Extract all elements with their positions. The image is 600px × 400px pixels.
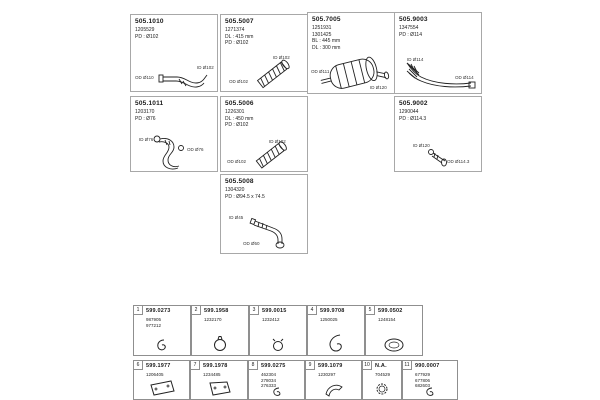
part-number: 1203170 [135, 109, 155, 116]
part-panel-505-5006 [220, 96, 308, 172]
cell-part-number: 987905 [146, 317, 162, 322]
bracket-plate-icon [147, 379, 177, 397]
part-panel-505-7005 [307, 12, 395, 94]
ring-clamp-icon [210, 335, 230, 353]
dim-label: OD Ø110 [135, 75, 154, 80]
part-panel-505-1010 [130, 14, 218, 92]
oval-gasket-icon [381, 337, 407, 353]
part-code: 505.9003 [399, 16, 428, 23]
cell-number: 5 [366, 306, 375, 315]
cell-part-number: 462304 [261, 372, 277, 377]
part-dim: PD : Ø102 [225, 122, 249, 129]
part-dim: PD : Ø114 [399, 31, 422, 38]
dim-label: ID Ø102 [269, 139, 286, 144]
curved-strap-icon [322, 381, 346, 397]
part-number: 1301425 [312, 31, 332, 38]
cell-number: 11 [403, 361, 412, 370]
cell-number: 1 [134, 306, 143, 315]
cell-part-number: 677806 [415, 377, 431, 383]
part-dim: DL : 300 mm [312, 44, 341, 51]
part-code: 505.5008 [225, 178, 254, 185]
flex-pipe-drawing [249, 57, 299, 91]
accessory-cell-4 [307, 305, 365, 356]
part-dim: DL : 450 mm [225, 115, 254, 122]
accessory-cell-7 [190, 360, 248, 400]
bolt-clamp-icon [269, 337, 287, 353]
part-code: 505.7005 [312, 16, 341, 23]
part-dim: DL : 415 mm [225, 33, 254, 40]
dim-label: ID Ø120 [413, 143, 430, 148]
part-number: 1226301 [225, 109, 245, 116]
cell-ref: 599.1978 [203, 363, 228, 369]
cell-part-number: 1234485 [203, 372, 221, 377]
cell-part-number: 704529 [375, 372, 391, 377]
cell-ref: 990.0007 [415, 363, 440, 369]
accessory-cell-11 [402, 360, 458, 400]
dim-label: OD Ø114 [455, 75, 474, 80]
cell-ref: 599.0502 [378, 308, 403, 314]
cell-number: 8 [249, 361, 258, 370]
dim-label: ID Ø102 [273, 55, 290, 60]
long-bent-pipe-drawing [401, 57, 479, 91]
cell-number: 4 [308, 306, 317, 315]
accessory-cell-3 [249, 305, 307, 356]
cell-number: 2 [192, 306, 201, 315]
accessory-cell-9 [305, 360, 362, 400]
part-number: 1304320 [225, 187, 245, 194]
dim-label: ID Ø102 [197, 65, 214, 70]
cell-part-number: 1230297 [318, 372, 336, 377]
cell-number: 10 [363, 361, 372, 370]
accessory-cell-1 [133, 305, 191, 356]
cell-part-number: 682603 [415, 383, 431, 389]
part-code: 505.5007 [225, 18, 254, 25]
part-number: 1251931 [312, 25, 332, 32]
part-number: 1205529 [135, 27, 155, 34]
part-dim: PD : Ø94.5 x 74.5 [225, 193, 265, 200]
cell-part-number: 977212 [146, 322, 162, 328]
cell-number: 7 [191, 361, 200, 370]
dim-label: OD Ø111 [311, 69, 330, 74]
part-code: 505.5006 [225, 100, 254, 107]
cell-part-number: 1248154 [378, 317, 396, 322]
part-panel-505-9002 [394, 96, 482, 172]
cell-ref: 599.1079 [318, 363, 343, 369]
cell-number: 6 [134, 361, 143, 370]
part-code: 505.1011 [135, 100, 164, 107]
part-dim: PD : Ø76 [135, 115, 156, 122]
part-code: 505.9002 [399, 100, 428, 107]
serrated-ring-icon [373, 381, 391, 397]
cell-part-number: 677929 [415, 372, 431, 377]
dim-label: ID Ø76 [139, 137, 154, 142]
part-number: 1271374 [225, 27, 245, 34]
cell-part-number: 276333 [261, 383, 277, 389]
cell-part-number: 278034 [261, 377, 277, 383]
cell-number: 3 [250, 306, 259, 315]
accessory-cell-6 [133, 360, 190, 400]
part-panel-505-9003 [394, 12, 482, 94]
part-number: 1290044 [399, 109, 419, 116]
cell-ref: N.A. [375, 363, 387, 369]
cell-number: 9 [306, 361, 315, 370]
u-hook-icon [325, 333, 347, 353]
clip-hook-icon [270, 387, 284, 397]
cell-part-number: 1232412 [262, 317, 280, 322]
clip-hook-icon [152, 337, 172, 353]
part-dim: PD : Ø102 [135, 33, 159, 40]
cell-ref: 599.0015 [262, 308, 287, 314]
clip-hook-icon [423, 387, 437, 397]
cell-ref: 599.9708 [320, 308, 345, 314]
dim-label: OD Ø76 [187, 147, 204, 152]
cell-ref: 599.1977 [146, 363, 171, 369]
accessory-cell-8 [248, 360, 305, 400]
dim-label: OD Ø102 [227, 159, 247, 164]
cell-ref: 599.0273 [146, 308, 171, 314]
bracket-plate-icon [205, 379, 233, 397]
cell-part-number: 1206405 [146, 372, 164, 377]
part-panel-505-5007 [220, 14, 308, 92]
dim-label: OD Ø50 [243, 241, 260, 246]
elbow-pipe-drawing [149, 67, 209, 89]
cell-part-number: 1232170 [204, 317, 222, 322]
cell-ref: 599.0275 [261, 363, 286, 369]
dim-label: ID Ø114 [407, 57, 424, 62]
part-dim: BL : 445 mm [312, 38, 341, 45]
short-pipe-drawing [419, 145, 465, 169]
accessory-cell-5 [365, 305, 423, 356]
part-dim: PD : Ø114.3 [399, 115, 427, 122]
part-code: 505.1010 [135, 18, 164, 25]
dim-label: ID Ø120 [370, 85, 387, 90]
part-panel-505-5008 [220, 174, 308, 254]
part-panel-505-1011 [130, 96, 218, 172]
part-dim: PD : Ø102 [225, 40, 249, 47]
accessory-cell-2 [191, 305, 249, 356]
dim-label: OD Ø102 [229, 79, 249, 84]
part-number: 1347554 [399, 25, 419, 32]
dim-label: ID Ø45 [229, 215, 244, 220]
cell-ref: 599.1958 [204, 308, 229, 314]
cell-part-number: 1250025 [320, 317, 338, 322]
dim-label: OD Ø114.3 [447, 159, 470, 164]
accessory-cell-10 [362, 360, 402, 400]
